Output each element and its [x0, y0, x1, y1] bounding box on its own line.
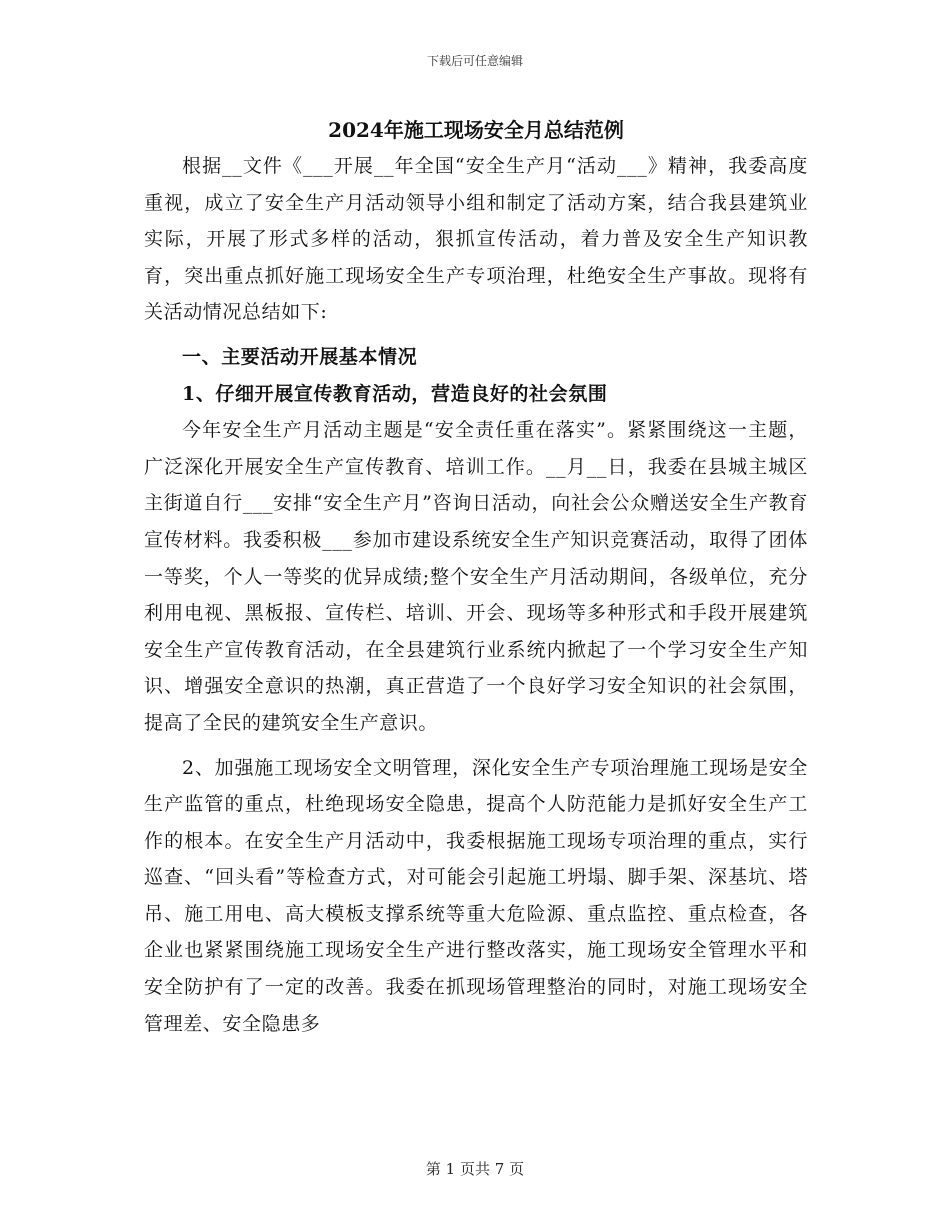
intro-paragraph: 根据__文件《___开展__年全国“安全生产月“活动___》精神，我委高度重视，成立了安全生产月活动领导小组和制定了活动方案，结合我县建筑业实际，开展了形式多样的活动，狠抓宣传活动，着力普及安全生产知识教育，突出重点抓好施工现场安全生产专项治理，杜绝安全生产事故。现将有关活动情况总结如下:: [144, 155, 808, 324]
spacer: [144, 331, 808, 339]
body-paragraph-1: 今年安全生产月活动主题是“安全责任重在落实”。紧紧围绕这一主题，广泛深化开展安全生产宣传教育、培训工作。__月__日，我委在县城主城区主街道自行___安排“安全生产月”咨询日活动，向社会公众赠送安全生产教育宣传材料。我委积极___参加市建设系统安全生产知识竞赛活动，取得了团体一等奖，个人一等奖的优异成绩;整个安全生产月活动期间，各级单位，充分利用电视、黑板报、宣传栏、培训、开会、现场等多种形式和手段开展建筑安全生产宣传教育活动，在全县建筑行业系统内掀起了一个学习安全生产知识、增强安全意识的热潮，真正营造了一个良好学习安全知识的社会氛围，提高了全民的建筑安全生产意识。: [144, 419, 808, 734]
document-title: 2024年施工现场安全月总结范例: [328, 118, 624, 142]
body-paragraph-2: 2、加强施工现场安全文明管理，深化安全生产专项治理施工现场是安全生产监管的重点，杜绝现场安全隐患，提高个人防范能力是抓好安全生产工作的根本。在安全生产月活动中，我委根据施工现场专项治理的重点，实行巡查、“回头看”等检查方式，对可能会引起施工坍塌、脚手架、深基坑、塔吊、施工用电、高大模板支撑系统等重大危险源、重点监控、重点检查，各企业也紧紧围绕施工现场安全生产进行整改落实，施工现场安全管理水平和安全防护有了一定的改善。我委在抓现场管理整治的同时，对施工现场安全管理差、安全隐患多: [144, 756, 808, 1035]
header-note: 下载后可任意编辑: [426, 54, 523, 68]
section-heading: 一、主要活动开展基本情况: [182, 345, 418, 368]
spacer: [144, 742, 808, 750]
page-footer: 第 1 页共 7 页: [425, 1160, 525, 1178]
document-body: [144, 112, 808, 1042]
subsection-heading: 1、仔细开展宣传教育活动，营造良好的社会氛围: [182, 382, 608, 405]
